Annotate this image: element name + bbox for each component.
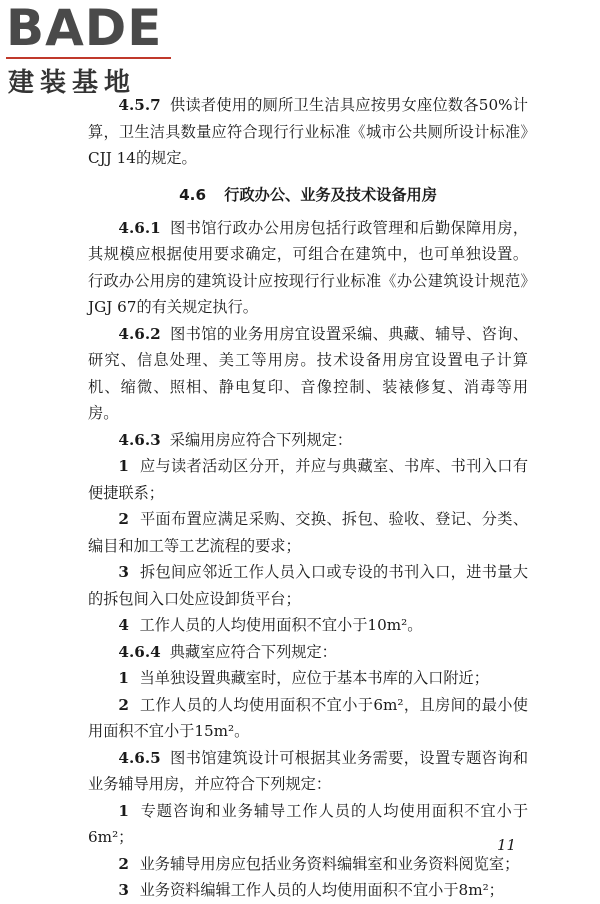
clause-4-5-7: 4.5.7 供读者使用的厕所卫生洁具应按男女座位数各50%计算，卫生洁具数量应符合现行行业标准《城市公共厕所设计标准》CJJ 14的规定。 bbox=[88, 96, 528, 167]
clause-4-6-3-item: 1 应与读者活动区分开，并应与典藏室、书库、书刊入口有便捷联系； bbox=[88, 457, 528, 502]
clause-4-6-4-item: 1 当单独设置典藏室时，应位于基本书库的入口附近； bbox=[118, 669, 489, 687]
clause-4-6-3-item: 3 拆包间应邻近工作人员入口或专设的书刊入口，进书量大的拆包间入口处应设卸货平台； bbox=[88, 563, 528, 608]
logo-subtitle: 建装基地 bbox=[8, 68, 137, 98]
clause-4-6-2: 4.6.2 图书馆的业务用房宜设置采编、典藏、辅导、咨询、研究、信息处理、美工等用房。技术设备用房宜设置电子计算机、缩微、照相、静电复印、音像控制、装裱修复、消毒等用房。 bbox=[88, 324, 528, 422]
page-number: 11 bbox=[497, 836, 517, 854]
clause-4-6-3-item: 2 平面布置应满足采购、交换、拆包、验收、登记、分类、编目和加工等工艺流程的要求； bbox=[88, 510, 528, 555]
clause-4-6-5-item: 3 业务资料编辑工作人员的人均使用面积不宜小于8m²； bbox=[118, 881, 504, 899]
clause-4-6-4: 4.6.4 典藏室应符合下列规定： bbox=[118, 642, 337, 661]
clause-4-6-5-item: 1 专题咨询和业务辅导工作人员的人均使用面积不宜小于6m²； bbox=[88, 801, 528, 846]
logo-divider bbox=[6, 57, 171, 59]
clause-4-6-5: 4.6.5 图书馆建筑设计可根据其业务需要，设置专题咨询和业务辅导用房，并应符合下列规定： bbox=[88, 748, 528, 793]
clause-4-6-3: 4.6.3 采编用房应符合下列规定： bbox=[118, 430, 353, 449]
clause-4-6-3-item: 4 工作人员的人均使用面积不宜小于10m²。 bbox=[118, 616, 423, 634]
brand-logo bbox=[6, 2, 181, 97]
clause-4-6-5-item: 2 业务辅导用房应包括业务资料编辑室和业务资料阅览室； bbox=[118, 854, 520, 873]
section-heading: 4.6 行政办公、业务及技术设备用房 bbox=[179, 185, 437, 204]
logo-wordmark: BADE bbox=[6, 0, 163, 57]
document-body bbox=[88, 92, 528, 904]
clause-4-6-1: 4.6.1 图书馆行政办公用房包括行政管理和后勤保障用房，其规模应根据使用要求确定，可组合在建筑中，也可单独设置。行政办公用房的建筑设计应按现行行业标准《办公建筑设计规范》JGJ 67的有关规定执行。 bbox=[88, 218, 528, 316]
clause-4-6-4-item: 2 工作人员的人均使用面积不宜小于6m²，且房间的最小使用面积不宜小于15m²。 bbox=[88, 695, 528, 740]
